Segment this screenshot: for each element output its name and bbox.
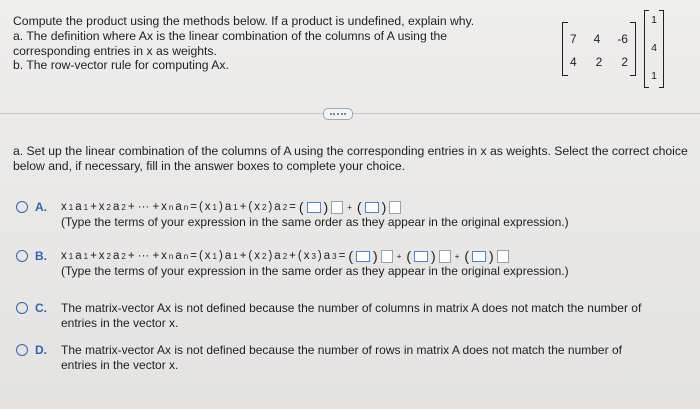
expand-more-button[interactable] [323, 108, 353, 120]
dot-icon [341, 113, 343, 115]
matrix-a [562, 22, 636, 76]
prompt-line-1: Compute the product using the methods below. If a product is undefined, explain why. [13, 14, 475, 28]
matrix-cell: 2 [595, 55, 603, 69]
option-a-radio[interactable] [16, 201, 28, 213]
matrix-cell: -6 [617, 32, 628, 46]
vector-input[interactable] [331, 201, 343, 214]
problem-statement [13, 14, 513, 73]
option-b-body [61, 249, 569, 279]
scalar-input[interactable] [414, 251, 428, 262]
option-d-label: D. [35, 343, 47, 357]
matrix-cell: 4 [570, 55, 577, 69]
vector-input[interactable] [439, 250, 451, 263]
dot-icon [333, 113, 335, 115]
dot-icon [344, 113, 346, 115]
vector-input[interactable] [381, 250, 393, 263]
vector-cell: 4 [651, 42, 657, 54]
option-c-radio[interactable] [16, 302, 28, 314]
option-b-equation: x 1 a 1 + x 2 a 2 + ··· + x n a n = ( x 1 ) a 1 + ( x 2 ) a 2 + ( x 3 ) a 3 = ( ) + ( ) + ( ) [61, 249, 569, 264]
vector-x [644, 10, 664, 88]
option-a-body [61, 200, 569, 230]
option-a-label: A. [35, 200, 47, 214]
dot-icon [330, 113, 332, 115]
scalar-input[interactable] [356, 251, 370, 262]
dot-icon [337, 113, 339, 115]
matrix-cell: 7 [570, 32, 577, 46]
vector-cell: 1 [651, 14, 657, 26]
scalar-input[interactable] [472, 251, 486, 262]
matrix-cell: 4 [593, 32, 601, 46]
matrix-row-1 [570, 32, 628, 46]
option-d-body [61, 343, 622, 373]
option-b-radio[interactable] [16, 250, 28, 262]
prompt-line-3: corresponding entries in x as weights. [13, 43, 217, 58]
option-a-equation: x 1 a 1 + x 2 a 2 + ··· + x n a n = ( x 1 ) a 1 + ( x 2 ) a 2 = ( ) + ( ) [61, 200, 569, 215]
vector-cell: 1 [651, 70, 657, 82]
matrix-row-2 [570, 55, 628, 69]
matrix-cell: 2 [621, 55, 628, 69]
prompt-line-2: a. The definition where Ax is the linear combination of the columns of A using the [13, 28, 448, 43]
option-c-line-1: The matrix-vector Ax is not defined because the number of columns in matrix A does not match the number of [61, 301, 642, 315]
vector-input[interactable] [389, 201, 401, 214]
option-d-line-2: entries in the vector x. [61, 358, 179, 372]
option-b-label: B. [35, 249, 47, 263]
option-a-note: (Type the terms of your expression in the same order as they appear in the original expression.) [61, 215, 569, 229]
option-b-note: (Type the terms of your expression in the same order as they appear in the original expression.) [61, 264, 569, 278]
prompt-line-4: b. The row-vector rule for computing Ax. [13, 58, 229, 73]
option-d-radio[interactable] [16, 344, 28, 356]
option-c-body [61, 301, 641, 331]
scalar-input[interactable] [307, 202, 321, 213]
matrix-right-bracket [630, 22, 636, 76]
option-c-line-2: entries in the vector x. [61, 316, 179, 330]
option-d-line-1: The matrix-vector Ax is not defined because the number of rows in matrix A does not match the number of [61, 343, 622, 357]
scalar-input[interactable] [365, 202, 379, 213]
part-a-instruction: a. Set up the linear combination of the columns of A using the corresponding entries in x as weights. Select the correct choice below and, if necessary, fill in the answer boxes to complete your choice. [13, 144, 688, 173]
vector-input[interactable] [497, 250, 509, 263]
matrix-left-bracket [562, 22, 568, 76]
option-c-label: C. [35, 301, 47, 315]
